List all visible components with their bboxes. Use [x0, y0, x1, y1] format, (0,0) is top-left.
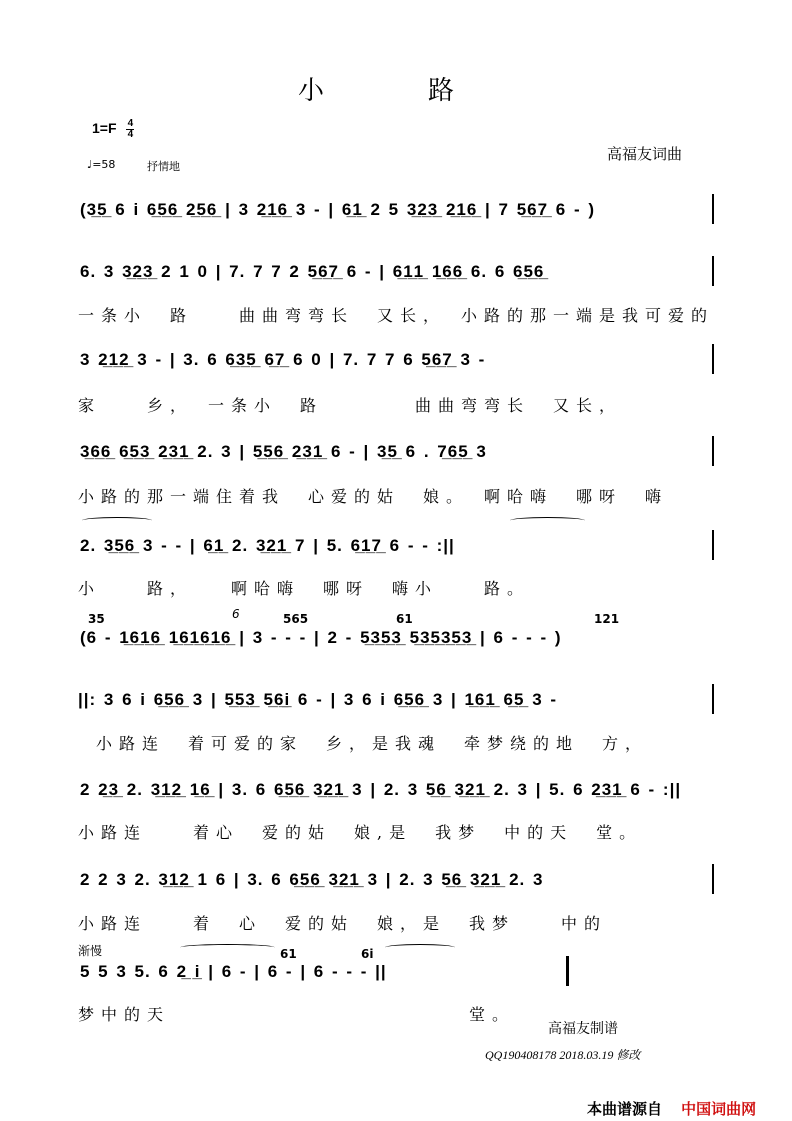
lyrics-row-10: 梦中的天 堂。 [78, 1005, 516, 1024]
end-barline-5 [712, 530, 714, 560]
end-barline-9 [712, 864, 714, 894]
grace-note-e: 61 [280, 947, 297, 961]
end-barline-7 [712, 684, 714, 714]
grace-note-f: 6i [361, 947, 374, 961]
grace-note-b: 565 [283, 612, 309, 626]
lyrics-row-3: 家 乡， 一条小 路 曲曲弯弯长 又长， [78, 396, 623, 415]
final-barline [566, 956, 569, 986]
lyrics-row-9: 小路连 着 心 爱的姑 娘，是 我梦 中的 [78, 914, 608, 933]
qq-revision-note: QQ190408178 2018.03.19 修改 [485, 1048, 641, 1062]
slur-mark [180, 944, 275, 951]
ritardando-mark: 渐慢 [78, 944, 103, 958]
grace-note-d: 121 [594, 612, 620, 626]
notation-row-7: ||: 3 6 i 6̲5̲6̲ 3 | 5̲5̲3̲ 5̲6̲i̲ 6 - | 3 6 i 6̲5̲6̲ 3 | 1̲6̲1̲ 6̲5̲ 3 - [78, 690, 558, 709]
time-bottom: 4 [127, 129, 134, 140]
notation-row-3: 3 2̲1̲2̲ 3 - | 3. 6 6̲3̲5̲ 6̲7̲ 6 0 | 7. 7 7 6 5̲6̲7̲ 3 - [80, 350, 486, 369]
expression-mark: 抒情地 [147, 160, 180, 173]
end-barline-4 [712, 436, 714, 466]
notation-row-10: 5 5 3 5. 6 2̲ i̲ | 6 - | 6 - | 6 - - - || [80, 962, 387, 981]
lyrics-row-2: 一条小 路 曲曲弯弯长 又长， 小路的那一端是我可爱的 [78, 306, 715, 325]
notation-row-6: (6 - 1̲6̲1̲6̲ 1̲6̲1̲6̲1̲6̲ | 3 - - - | 2 - 5̲3̲5̲3̲ 5̲3̲5̲3̲5̲3̲ | 6 - - - ) [80, 628, 562, 647]
tempo-mark: ♩=58 [87, 158, 116, 171]
lyrics-row-4: 小路的那一端住着我 心爱的姑 娘。 啊哈嗨 哪呀 嗨 [78, 487, 669, 506]
notation-row-2: 6. 3 3̲2̲3̲ 2 1 0 | 7. 7 7 2 5̲6̲7̲ 6 - | 6̲1̲1̲ 1̲6̲6̲ 6. 6 6̲5̲6̲ [80, 262, 545, 281]
notation-row-8: 2 2̲3̲ 2. 3̲1̲2̲ 1̲6̲ | 3. 6 6̲5̲6̲ 3̲2̲1̲ 3 | 2. 3 5̲6̲ 3̲2̲1̲ 2. 3 | 5. 6 2̲3̲1̲ 6 - :|| [80, 780, 682, 799]
key-label: 1=F [92, 120, 117, 137]
grace-note-a: 35 [88, 612, 105, 626]
notation-row-4: 3̲6̲6̲ 6̲5̲3̲ 2̲3̲1̲ 2. 3 | 5̲5̲6̲ 2̲3̲1̲ 6 - | 3̲5̲ 6 . 7̲6̲5̲ 3 [80, 442, 487, 461]
arranger-credit: 高福友制谱 [548, 1021, 618, 1037]
time-top: 4 [127, 118, 134, 129]
end-barline-1 [712, 194, 714, 224]
notation-row-5: 2. 3̲5̲6̲ 3 - - | 6̲1̲ 2. 3̲2̲1̲ 7 | 5. 6̲1̲7̲ 6 - - :|| [80, 536, 455, 555]
slur-mark [385, 944, 455, 951]
source-prefix: 本曲谱源自 [587, 1100, 663, 1118]
time-signature [126, 119, 134, 140]
slur-mark [82, 517, 152, 524]
composer-credit: 高福友词曲 [607, 145, 683, 163]
end-barline-2 [712, 256, 714, 286]
source-site: 中国词曲网 [681, 1100, 757, 1118]
end-barline-3 [712, 344, 714, 374]
slur-mark [510, 517, 585, 524]
grace-note-c: 61 [396, 612, 413, 626]
key-signature [92, 119, 134, 140]
lyrics-row-8: 小路连 着心 爱的姑 娘,是 我梦 中的天 堂。 [78, 823, 643, 842]
song-title: 小 路 [298, 76, 455, 106]
lyrics-row-5: 小 路， 啊哈嗨 哪呀 嗨小 路。 [78, 579, 531, 598]
source-footer [587, 1098, 756, 1119]
notation-row-9: 2 2 3 2. 3̲1̲2̲ 1 6 | 3. 6 6̲5̲6̲ 3̲2̲1̲ 3 | 2. 3 5̲6̲ 3̲2̲1̲ 2. 3 [80, 870, 544, 889]
notation-row-1: (3̲5̲ 6 i 6̲5̲6̲ 2̲5̲6̲ | 3 2̲1̲6̲ 3 - | 6̲1̲ 2 5 3̲2̲3̲ 2̲1̲6̲ | 7 5̲6̲7̲ 6 - ) [80, 200, 596, 219]
triplet-mark: 6 [232, 607, 240, 621]
lyrics-row-7: 小路连 着可爱的家 乡，是我魂 牵梦绕的地 方， [96, 734, 649, 753]
